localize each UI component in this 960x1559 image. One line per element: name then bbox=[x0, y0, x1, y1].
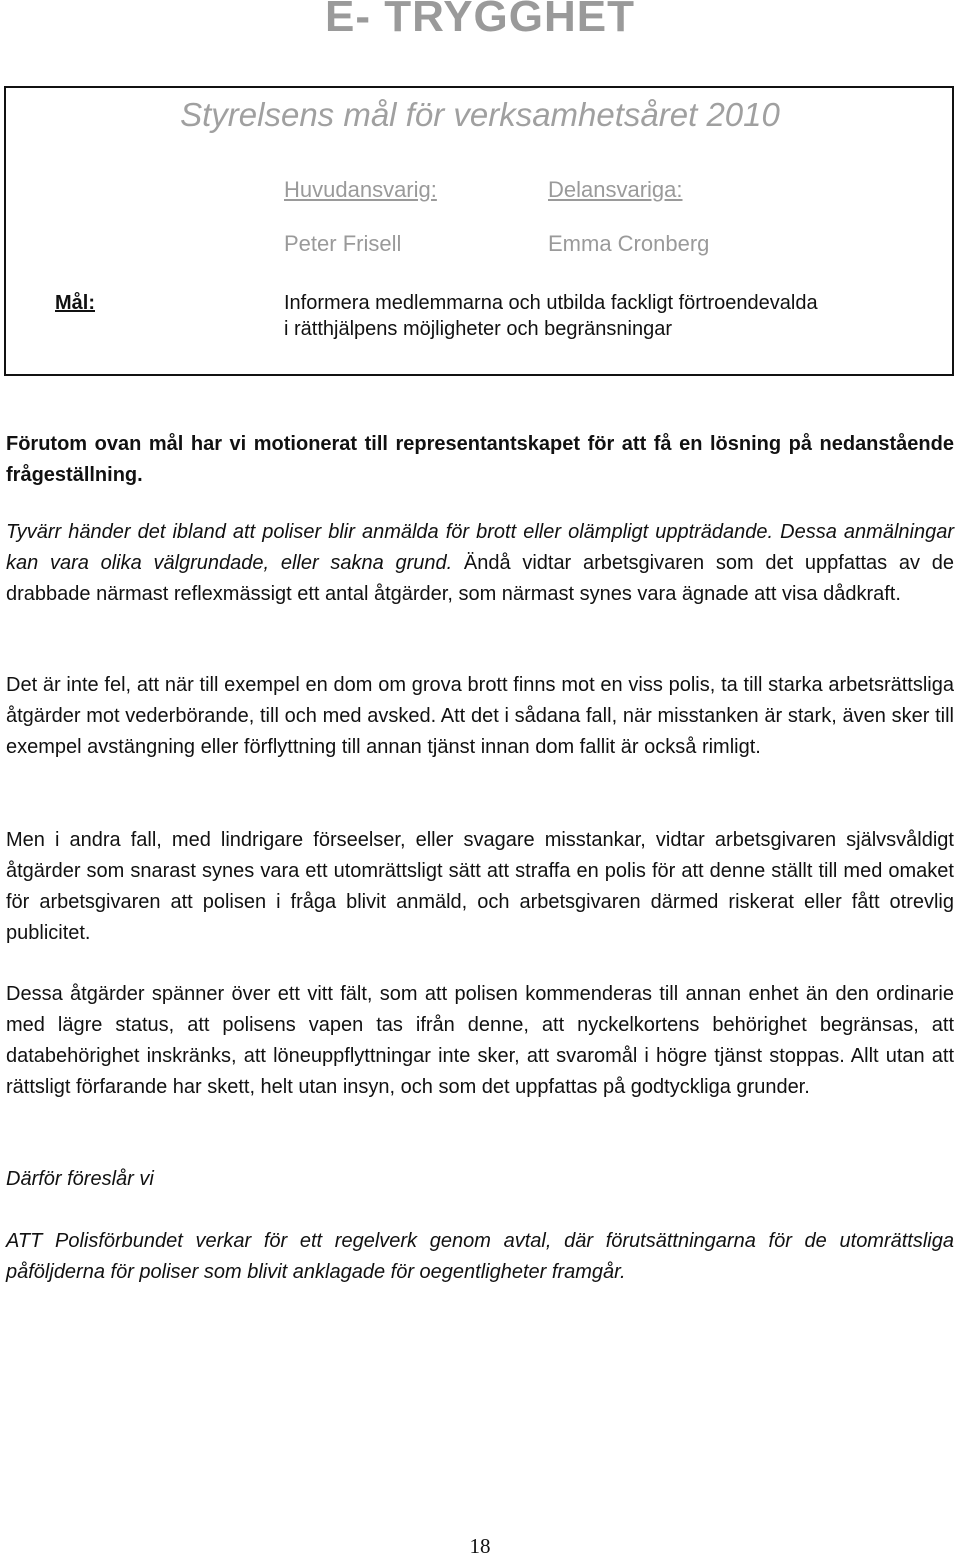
proposal-intro: Därför föreslår vi bbox=[6, 1168, 154, 1190]
paragraph-serious-cases: Det är inte fel, att när till exempel en dom om grova brott finns mot en viss polis, ta till starka arbetsrättsliga åtgärder mot vederbörande, till och med avsked. Att det i sådana fall, när misstanken är stark, även sker till exempel avstängning eller förflyttning till annan tjänst innan dom fallit är också rimligt. bbox=[6, 674, 954, 758]
page-number: 18 bbox=[469, 1534, 491, 1558]
paragraph-background-italic: Tyvärr händer det ibland att poliser blir anmälda för brott eller olämpligt uppträdande. Dessa anmälningar kan vara olika välgrundade, eller sakna grund. bbox=[6, 521, 954, 574]
section-heading: E- TRYGGHET bbox=[324, 0, 636, 41]
goal-box-title: Styrelsens mål för verksamhetsåret 2010 bbox=[180, 96, 780, 133]
goal-label: Mål: bbox=[55, 292, 95, 314]
goal-line-2: i rätthjälpens möjligheter och begränsningar bbox=[284, 318, 673, 340]
intro-paragraph: Förutom ovan mål har vi motionerat till representantskapet för att få en lösning på nedanstående frågeställning. bbox=[6, 433, 954, 486]
co-responsible-name: Emma Cronberg bbox=[548, 231, 710, 256]
goal-description bbox=[284, 290, 818, 342]
paragraph-lesser-cases: Men i andra fall, med lindrigare förseelser, eller svagare misstankar, vidtar arbetsgivaren självsvåldigt åtgärder som snarast synes vara ett utomrättsligt sätt att straffa en polis för att denne ställt till med omaket för arbetsgivaren att polisen i fråga blivit anmäld, och arbetsgivaren därmed riskerat eller fått otrevlig publicitet. bbox=[6, 829, 954, 944]
paragraph-background bbox=[6, 517, 954, 610]
co-responsible-label: Delansvariga: bbox=[548, 177, 683, 202]
paragraph-background-rest: Ändå vidtar arbetsgivaren som det uppfattas av de drabbade närmast reflexmässigt ett antal åtgärder, som närmast synes vara ägnade att visa dådkraft. bbox=[6, 552, 954, 605]
paragraph-measures: Dessa åtgärder spänner över ett vitt fält, som att polisen kommenderas till annan enhet än den ordinarie med lägre status, att polisens vapen tas ifrån denne, att nyckelkortens behörighet begränsas, att databehörighet inskränks, att löneuppflyttningar inte sker, att svaromål i högre tjänst stoppas. Allt utan att rättsligt förfarande har skett, helt utan insyn, och som det uppfattas på godtyckliga grunder. bbox=[6, 983, 954, 1098]
responsible-name: Peter Frisell bbox=[284, 231, 402, 256]
responsible-label: Huvudansvarig: bbox=[284, 177, 437, 202]
proposal-text: ATT Polisförbundet verkar för ett regelverk genom avtal, där förutsättningarna för de utomrättsliga påföljderna för poliser som blivit anklagade för oegentligheter framgår. bbox=[6, 1230, 954, 1283]
goal-line-1: Informera medlemmarna och utbilda fackligt förtroendevalda bbox=[284, 292, 818, 314]
